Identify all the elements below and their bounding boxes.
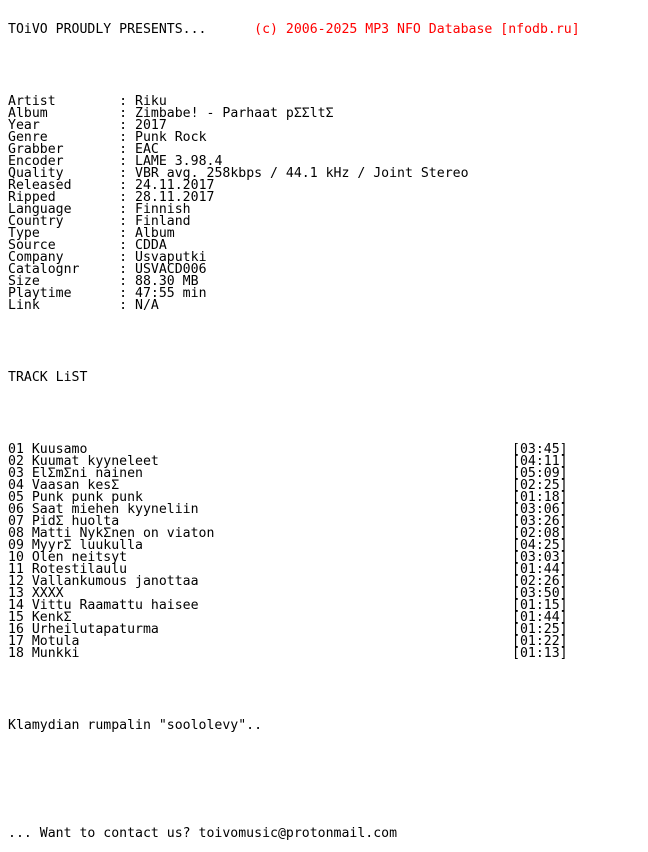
track-duration: [03:26] xyxy=(512,514,568,529)
info-block xyxy=(8,96,644,312)
info-value: Usvaputki xyxy=(135,250,207,265)
info-key: Genre xyxy=(8,130,120,145)
info-value: EAC xyxy=(135,142,159,157)
track-duration: [03:03] xyxy=(512,550,568,565)
header-line xyxy=(8,24,644,36)
track-duration: [01:13] xyxy=(512,646,568,661)
info-value: LAME 3.98.4 xyxy=(135,154,223,169)
presents-text: TOiVO PROUDLY PRESENTS... xyxy=(8,22,207,37)
info-value: 2017 xyxy=(135,118,167,133)
tracklist-heading: TRACK LiST xyxy=(8,370,88,385)
info-separator: : xyxy=(119,118,136,133)
info-key: Language xyxy=(8,202,120,217)
track-duration: [01:25] xyxy=(512,622,568,637)
track-title: 13 XXXX xyxy=(8,586,64,601)
track-duration: [02:26] xyxy=(512,574,568,589)
info-separator: : xyxy=(119,106,136,121)
info-key: Encoder xyxy=(8,154,120,169)
info-separator: : xyxy=(119,154,136,169)
track-title: 07 PidΣ huolta xyxy=(8,514,120,529)
info-separator: : xyxy=(119,274,136,289)
track-duration: [01:44] xyxy=(512,562,568,577)
info-separator: : xyxy=(119,298,136,313)
info-value: VBR avg. 258kbps / 44.1 kHz / Joint Stereo xyxy=(135,166,469,181)
info-separator: : xyxy=(119,250,136,265)
info-key: Album xyxy=(8,106,120,121)
info-key: Ripped xyxy=(8,190,120,205)
info-separator: : xyxy=(119,166,136,181)
info-value: 24.11.2017 xyxy=(135,178,215,193)
track-title: 06 Saat miehen kyyneliin xyxy=(8,502,199,517)
blank-line xyxy=(8,792,644,804)
track-title: 16 Urheilutapaturma xyxy=(8,622,159,637)
info-separator: : xyxy=(119,262,136,277)
info-key: Source xyxy=(8,238,120,253)
info-key: Year xyxy=(8,118,120,133)
track-title: 17 Motula xyxy=(8,634,80,649)
info-value: Zimbabe! - Parhaat pΣΣltΣ xyxy=(135,106,334,121)
info-key: Type xyxy=(8,226,120,241)
track-title: 15 KenkΣ xyxy=(8,610,72,625)
track-row xyxy=(8,636,644,648)
info-value: 88.30 MB xyxy=(135,274,199,289)
track-duration: [02:25] xyxy=(512,478,568,493)
info-key: Size xyxy=(8,274,120,289)
info-value: CDDA xyxy=(135,238,167,253)
info-value: 28.11.2017 xyxy=(135,190,215,205)
track-duration: [04:11] xyxy=(512,454,568,469)
track-duration: [01:15] xyxy=(512,598,568,613)
track-row xyxy=(8,648,644,660)
album-note: Klamydian rumpalin "soololevy".. xyxy=(8,718,263,733)
info-separator: : xyxy=(119,202,136,217)
info-key: Released xyxy=(8,178,120,193)
track-duration: [01:22] xyxy=(512,634,568,649)
info-key: Catalognr xyxy=(8,262,120,277)
track-title: 05 Punk punk punk xyxy=(8,490,143,505)
track-duration: [03:45] xyxy=(512,442,568,457)
track-duration: [03:50] xyxy=(512,586,568,601)
track-duration: [02:08] xyxy=(512,526,568,541)
track-list xyxy=(8,444,644,660)
track-row xyxy=(8,600,644,612)
track-title: 18 Munkki xyxy=(8,646,80,661)
blank-line xyxy=(8,408,644,420)
track-title: 01 Kuusamo xyxy=(8,442,88,457)
track-title: 03 ElΣmΣni nainen xyxy=(8,466,143,481)
track-title: 10 Olen neitsyt xyxy=(8,550,128,565)
track-duration: [04:25] xyxy=(512,538,568,553)
track-title: 08 Matti NykΣnen on viaton xyxy=(8,526,215,541)
info-value: USVACD006 xyxy=(135,262,207,277)
contact-line: ... Want to contact us? toivomusic@protonmail.com xyxy=(8,826,398,841)
info-separator: : xyxy=(119,94,136,109)
track-title: 11 Rotestilaulu xyxy=(8,562,128,577)
info-separator: : xyxy=(119,178,136,193)
blank-line xyxy=(8,336,644,348)
info-key: Country xyxy=(8,214,120,229)
blank-line xyxy=(8,684,644,696)
info-separator: : xyxy=(119,226,136,241)
nfo-document xyxy=(8,0,644,852)
track-title: 12 Vallankumous janottaa xyxy=(8,574,199,589)
info-key: Company xyxy=(8,250,120,265)
info-value: Album xyxy=(135,226,175,241)
info-value: Finnish xyxy=(135,202,191,217)
info-value: N/A xyxy=(135,298,159,313)
info-separator: : xyxy=(119,238,136,253)
track-duration: [03:06] xyxy=(512,502,568,517)
info-separator: : xyxy=(119,286,136,301)
info-key: Playtime xyxy=(8,286,120,301)
blank-line xyxy=(8,756,644,768)
info-separator: : xyxy=(119,130,136,145)
info-separator: : xyxy=(119,142,136,157)
track-duration: [05:09] xyxy=(512,466,568,481)
info-separator: : xyxy=(119,190,136,205)
watermark-text: (c) 2006-2025 MP3 NFO Database [nfodb.ru] xyxy=(254,22,580,37)
info-value: Punk Rock xyxy=(135,130,207,145)
info-row xyxy=(8,300,644,312)
track-duration: [01:44] xyxy=(512,610,568,625)
info-value: Riku xyxy=(135,94,167,109)
track-title: 09 MyyrΣ luukulla xyxy=(8,538,143,553)
info-key: Link xyxy=(8,298,120,313)
info-value: 47:55 min xyxy=(135,286,207,301)
info-key: Quality xyxy=(8,166,120,181)
track-duration: [01:18] xyxy=(512,490,568,505)
blank-line xyxy=(8,60,644,72)
track-title: 14 Vittu Raamattu haisee xyxy=(8,598,199,613)
track-title: 04 Vaasan kesΣ xyxy=(8,478,120,493)
info-key: Artist xyxy=(8,94,120,109)
info-key: Grabber xyxy=(8,142,120,157)
track-row xyxy=(8,624,644,636)
track-title: 02 Kuumat kyyneleet xyxy=(8,454,159,469)
info-separator: : xyxy=(119,214,136,229)
info-value: Finland xyxy=(135,214,191,229)
